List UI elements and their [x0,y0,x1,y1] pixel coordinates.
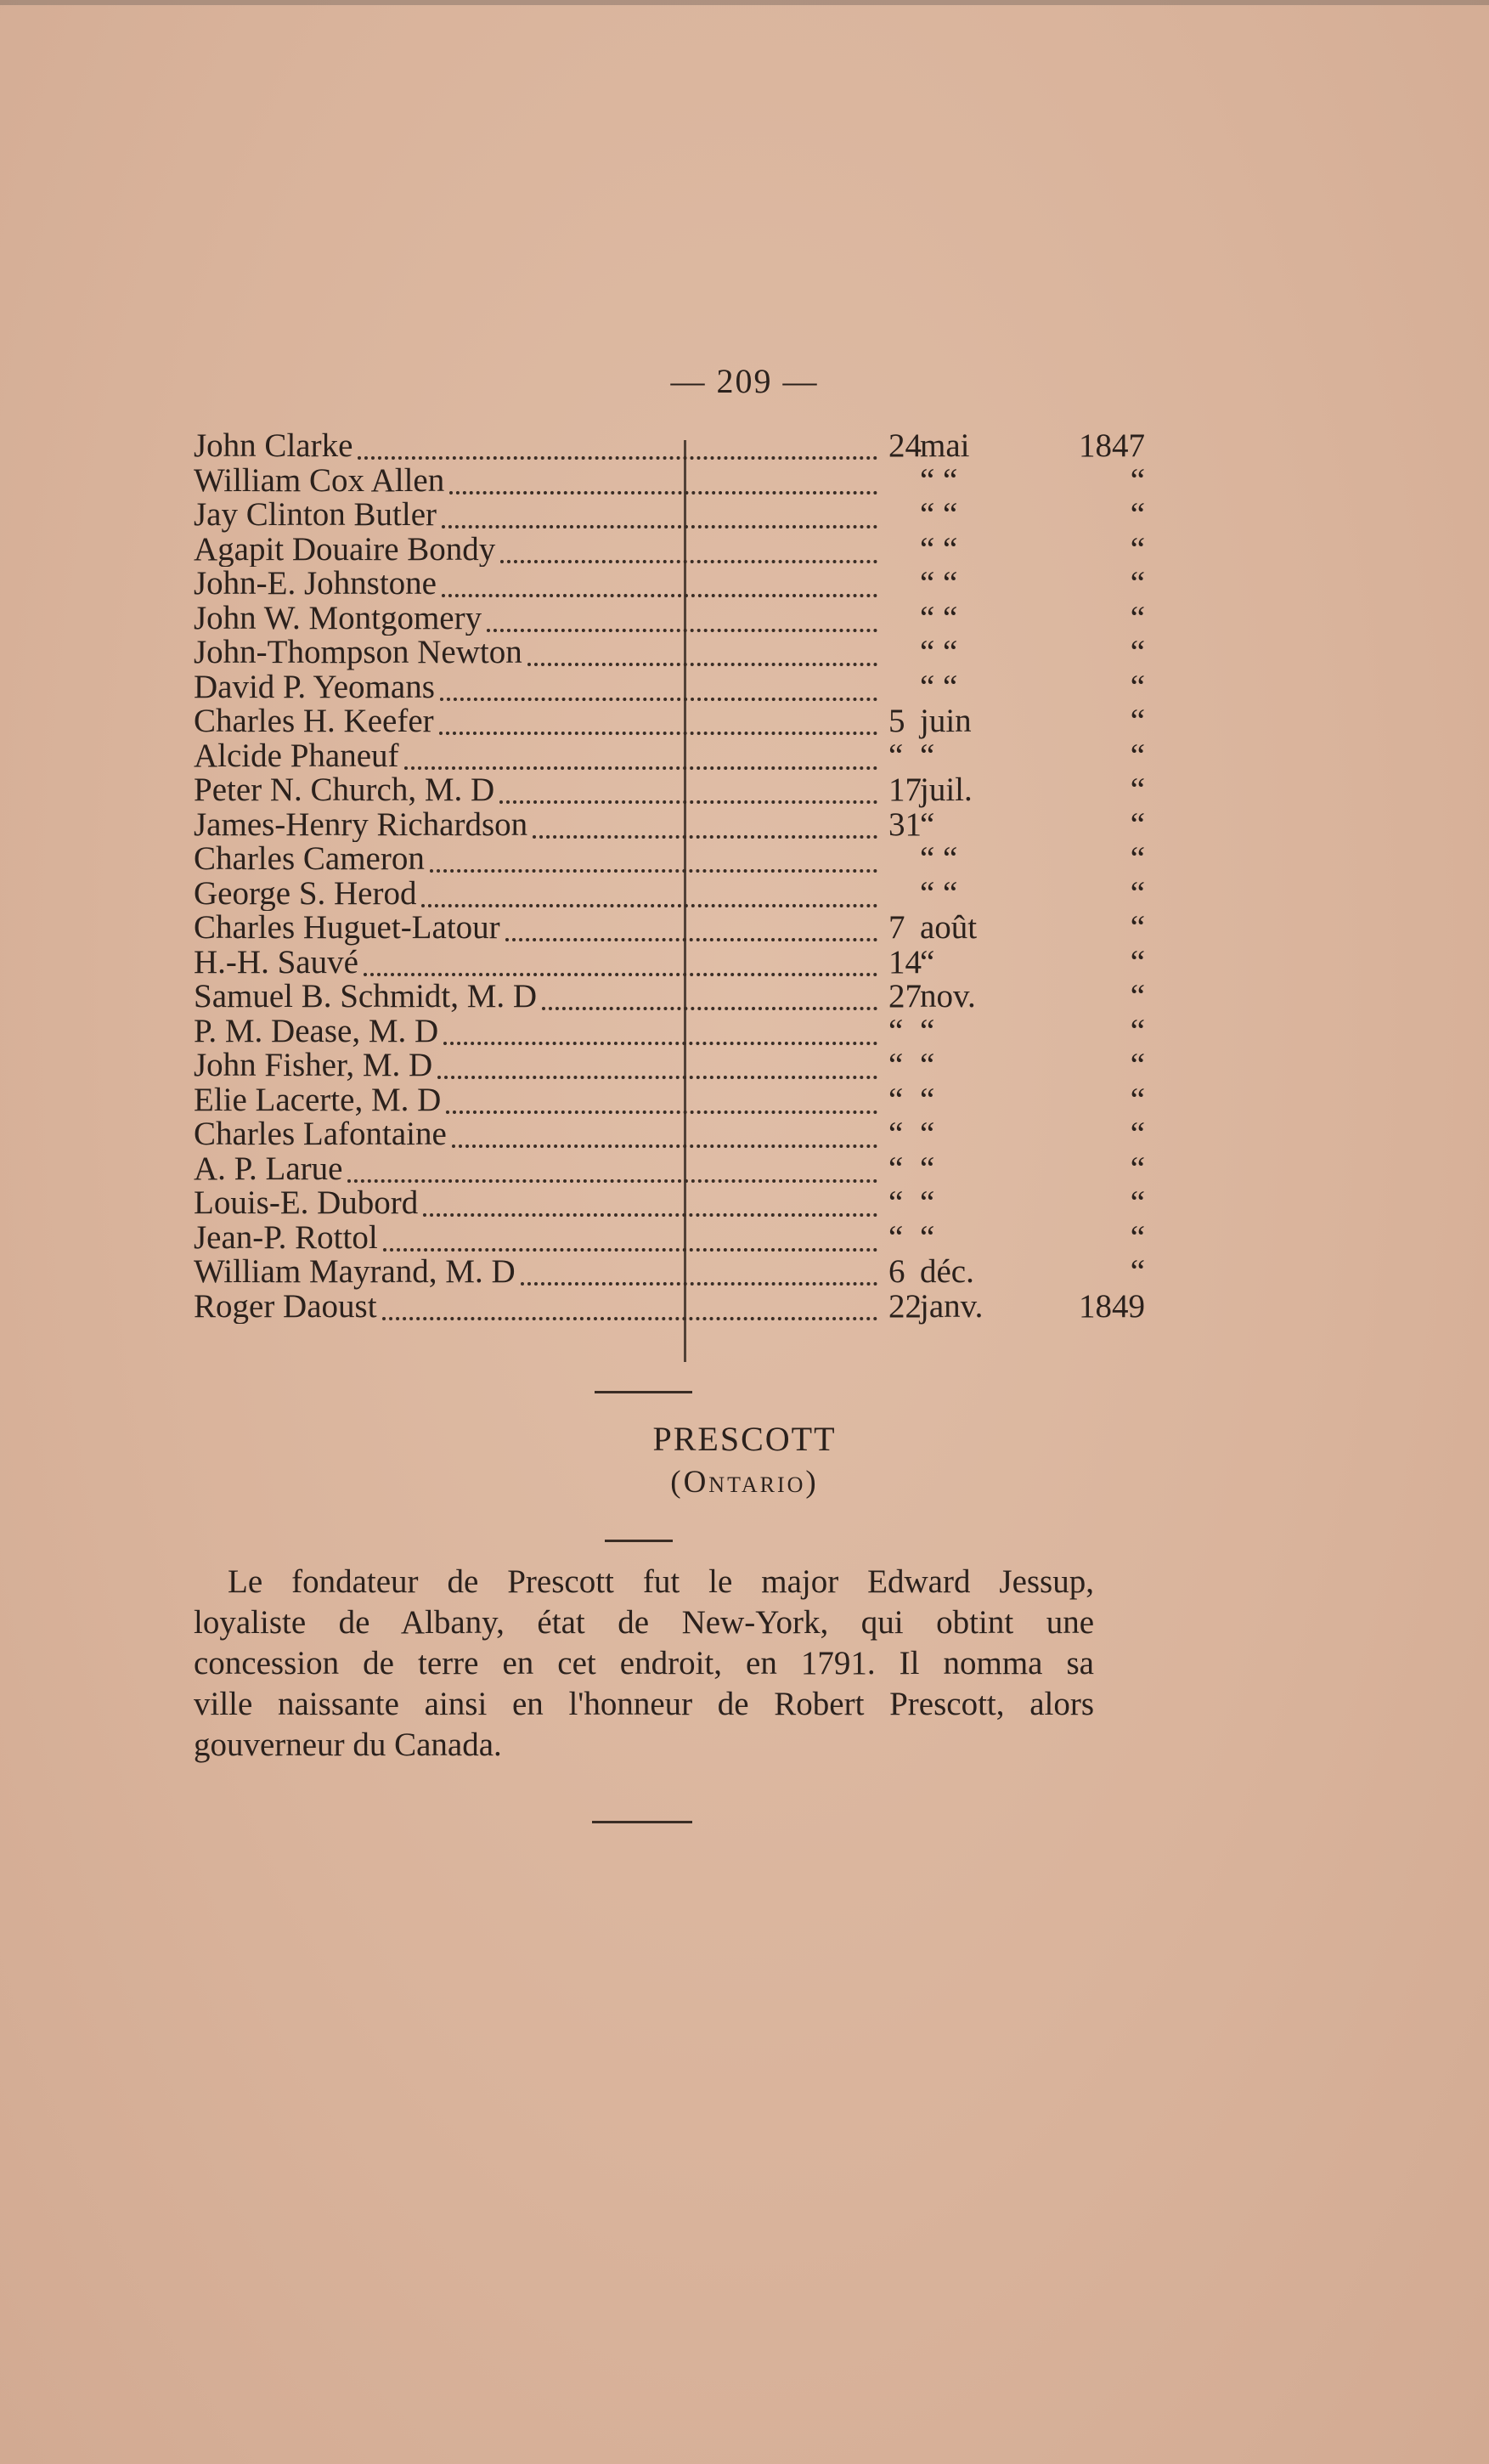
table-row [194,1014,1145,1049]
dot-leader [358,431,877,460]
person-name: John-Thompson Newton [194,636,522,670]
date-year: “ [1130,565,1145,602]
date-year: “ [1130,1116,1145,1152]
date-year: “ [1130,1184,1145,1221]
date-year: “ [1130,1150,1145,1187]
dot-leader [505,913,877,941]
date-year: “ [1130,530,1145,568]
dot-leader [487,603,877,632]
page-number: — 209 — [670,362,819,400]
person-name: John W. Montgomery [194,601,482,636]
table-row [194,874,1145,912]
date-month: “ “ [920,461,958,499]
name-cell [194,1152,877,1187]
date-month: “ [920,805,935,843]
date-day: “ [888,737,904,774]
date-month: “ “ [920,874,958,912]
table-row [194,1048,1145,1083]
date-year: “ [1130,461,1145,499]
name-cell [194,429,877,464]
person-name: Charles Lafontaine [194,1117,447,1152]
table-row [194,1255,1145,1290]
date-month: “ “ [920,565,958,602]
name-cell [194,842,877,877]
dot-leader [442,568,877,597]
date-year: “ [1130,1012,1145,1049]
table-row [194,805,1145,843]
date-year: “ [1130,1047,1145,1083]
table-row [194,1117,1145,1152]
dot-leader [383,1223,877,1252]
paragraph-line: ville naissante ainsi en l'honneur de Robert Prescott, alors [194,1686,1094,1722]
name-cell [194,1048,877,1083]
section-paragraph [194,1562,1094,1766]
date-year: “ [1130,978,1145,1014]
date-day: 7 [888,909,905,946]
date-year: “ [1130,1081,1145,1118]
date-month: “ “ [920,840,958,877]
dot-leader [430,844,877,873]
date-month: “ “ [920,496,958,533]
date-month: “ [920,1116,935,1152]
table-row [194,739,1145,774]
table-row [194,704,1145,739]
date-month: “ [920,1081,935,1118]
date-year: “ [1130,703,1145,739]
date-month: “ “ [920,530,958,568]
paragraph-line: loyaliste de Albany, état de New-York, qui obtint une [194,1604,1094,1641]
date-year: “ [1130,737,1145,774]
date-year: “ [1130,634,1145,670]
person-name: William Cox Allen [194,463,445,498]
divider-middle [605,1540,673,1542]
date-month: “ “ [920,668,958,705]
person-name: H.-H. Sauvé [194,945,358,980]
table-row [194,599,1145,636]
date-day: 14 [888,943,922,981]
dot-leader [542,981,877,1010]
person-name: Peter N. Church, M. D [194,773,495,808]
person-name: Charles Huguet-Latour [194,911,500,946]
person-name: Roger Daoust [194,1289,377,1324]
person-name: Samuel B. Schmidt, M. D [194,980,538,1014]
table-row [194,670,1145,705]
person-name: John Clarke [194,429,353,464]
dot-leader [439,706,877,735]
date-month: “ [920,1150,935,1187]
date-month: “ [920,737,935,774]
name-cell [194,1221,877,1256]
person-name: John Fisher, M. D [194,1048,433,1083]
person-name: John-E. Johnstone [194,567,437,602]
paragraph-line: Le fondateur de Prescott fut le major Edward Jessup, [228,1563,1094,1600]
date-month: “ [920,943,935,981]
person-name: Alcide Phaneuf [194,738,399,773]
name-cell [194,670,877,705]
table-row [194,461,1145,499]
dot-leader [421,879,877,907]
table-row [194,530,1145,568]
name-cell [194,808,877,843]
date-day: “ [888,1047,904,1083]
date-day: 5 [888,703,905,739]
dot-leader [440,672,877,701]
section-subtitle: (Ontario) [670,1465,819,1500]
person-name: Louis-E. Dubord [194,1186,419,1221]
dot-leader [499,775,877,804]
person-name: Jean-P. Rottol [194,1220,378,1255]
name-cell [194,533,877,568]
date-month: nov. [920,978,976,1014]
date-month: janv. [920,1287,984,1325]
date-month: juin [920,703,972,739]
name-cell [194,602,877,636]
date-month: “ “ [920,634,958,670]
date-day: 27 [888,978,922,1014]
table-row [194,1083,1145,1118]
date-year: “ [1130,771,1145,808]
dot-leader [521,1257,877,1286]
page-top-edge [0,0,1489,5]
paragraph-line: gouverneur du Canada. [194,1726,502,1763]
date-month: juil. [920,771,973,808]
person-name: P. M. Dease, M. D [194,1014,439,1048]
dot-leader [364,947,877,976]
date-day: 31 [888,805,922,843]
date-year: “ [1130,599,1145,636]
name-cell [194,946,877,981]
person-name: Agapit Douaire Bondy [194,532,496,567]
name-cell [194,980,877,1014]
date-month: août [920,909,978,946]
date-year: 1847 [1079,427,1145,464]
table-row [194,567,1145,602]
name-cell [194,498,877,533]
table-row [194,911,1145,946]
names-table [194,429,1145,1324]
divider-bottom [592,1821,692,1823]
table-row [194,1218,1145,1256]
name-cell [194,1290,877,1325]
name-cell [194,911,877,946]
table-row [194,980,1145,1014]
name-cell [194,636,877,670]
date-month: “ [920,1218,935,1256]
date-year: “ [1130,668,1145,705]
table-row [194,773,1145,808]
table-row [194,429,1145,464]
date-month: “ “ [920,599,958,636]
table-row [194,1287,1145,1325]
table-column-rule [684,440,686,1362]
date-day: “ [888,1081,904,1118]
date-month: mai [920,427,970,464]
person-name: Elie Lacerte, M. D [194,1082,442,1117]
person-name: David P. Yeomans [194,670,435,704]
dot-leader [437,1050,877,1079]
person-name: William Mayrand, M. D [194,1255,516,1290]
date-year: “ [1130,840,1145,877]
name-cell [194,739,877,774]
dot-leader [442,500,877,528]
person-name: A. P. Larue [194,1151,343,1186]
date-day: “ [888,1184,904,1221]
date-year: “ [1130,874,1145,912]
date-day: “ [888,1218,904,1256]
date-day: 17 [888,771,922,808]
date-month: déc. [920,1253,974,1290]
name-cell [194,567,877,602]
dot-leader [452,1119,877,1148]
date-day: “ [888,1012,904,1049]
person-name: Charles H. Keefer [194,704,434,739]
dot-leader [404,741,877,770]
person-name: James-Henry Richardson [194,807,528,842]
dot-leader [382,1291,877,1320]
divider-top [595,1391,692,1393]
name-cell [194,773,877,808]
dot-leader [347,1154,877,1183]
date-day: “ [888,1116,904,1152]
date-month: “ [920,1047,935,1083]
date-day: 24 [888,427,922,464]
person-name: George S. Herod [194,876,417,911]
date-year: 1849 [1079,1287,1145,1325]
table-row [194,636,1145,670]
paragraph-line: concession de terre en cet endroit, en 1791. Il nomma sa [194,1645,1094,1681]
name-cell [194,1186,877,1221]
date-month: “ [920,1184,935,1221]
table-row [194,498,1145,533]
date-year: “ [1130,805,1145,843]
dot-leader [446,1085,877,1114]
person-name: Jay Clinton Butler [194,498,437,533]
dot-leader [500,534,877,563]
name-cell [194,1117,877,1152]
date-day: 6 [888,1253,905,1290]
name-cell [194,1255,877,1290]
date-month: “ [920,1012,935,1049]
dot-leader [533,810,877,839]
date-year: “ [1130,1218,1145,1256]
name-cell [194,704,877,739]
dot-leader [423,1188,877,1217]
date-year: “ [1130,496,1145,533]
name-cell [194,1014,877,1049]
name-cell [194,877,877,912]
name-cell [194,464,877,499]
table-row [194,943,1145,981]
date-year: “ [1130,1253,1145,1290]
section-title: PRESCOTT [652,1420,837,1458]
dot-leader [527,637,877,666]
date-year: “ [1130,909,1145,946]
dot-leader [449,466,877,494]
name-cell [194,1083,877,1118]
date-day: 22 [888,1287,922,1325]
date-day: “ [888,1150,904,1187]
person-name: Charles Cameron [194,842,425,877]
dot-leader [443,1016,877,1045]
table-row [194,842,1145,877]
date-year: “ [1130,943,1145,981]
table-row [194,1152,1145,1187]
table-row [194,1186,1145,1221]
